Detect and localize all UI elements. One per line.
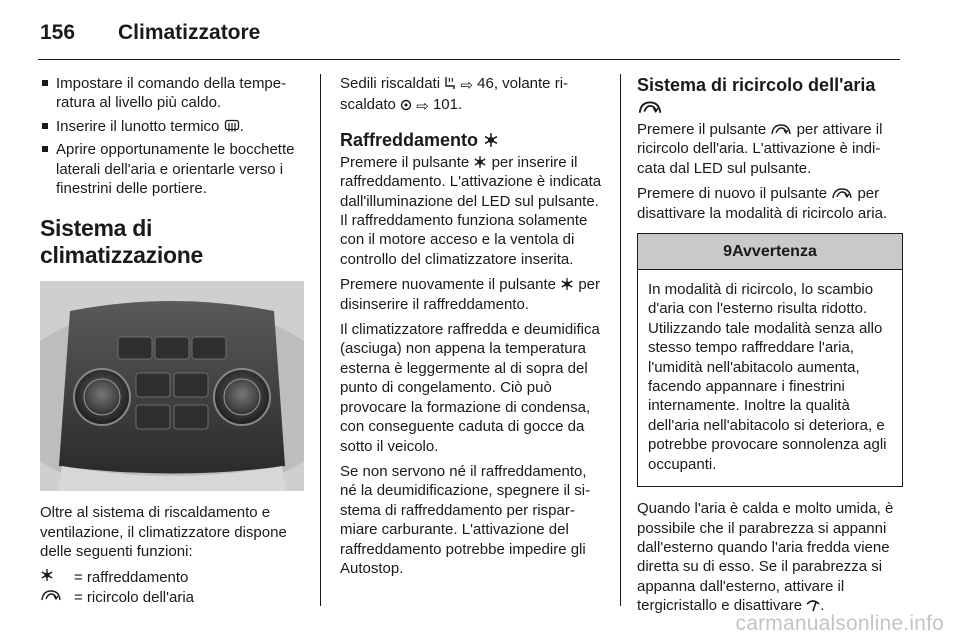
warning-box — [637, 233, 903, 487]
list-item: Impostare il comando della temperatura al livello più caldo. — [40, 74, 304, 113]
reference-arrow-icon: ⇨ — [460, 77, 473, 94]
cooling-paragraph: Premere nuovamente il pulsante per disinserire il raffreddamento. — [340, 276, 600, 313]
snowflake-icon — [40, 568, 54, 582]
reference-arrow-icon: ⇨ — [416, 98, 429, 116]
watermark: carmanualsonline.info — [735, 612, 944, 635]
snowflake-icon — [560, 277, 574, 291]
column-right — [637, 74, 903, 622]
cooling-paragraph: Il climatizzatore raffredda e deumidifica (asciuga) non appena la temperatura esterna è leggermente al di sopra del punto di congelamento. Ciò può provocare la formazione di condensa, con conseguente caduta di gocce da sotto il veicolo. — [340, 321, 600, 455]
page-number: 156 — [40, 21, 76, 44]
windscreen-wiper-icon — [806, 598, 820, 612]
cooling-paragraph: Se non servono né il raffreddamento, né la deumidificazione, spegnere il sistema di raffreddamento per risparmiare carburante. L'attivazione del raffreddamento potrebbe impedire gli Autostop. — [340, 462, 591, 577]
snowflake-icon — [483, 132, 499, 148]
recirculation-paragraph: Premere il pulsante per attivare il ricircolo dell'aria. L'attivazione è indicata dal LED sul pulsante. — [637, 121, 883, 177]
warning-text: In modalità di ricircolo, lo scambio d'aria con l'esterno risulta ridotto. Utilizzando tale modalità senza allo stesso tempo raffreddare l'aria, l'umidità nell'abitacolo aumenta, facendo appannare i finestrini internamente. Inoltre la qualità dell'aria nell'abitacolo si deteriora, e potrebbe provocare sonnolenza agli occupanti. — [648, 281, 887, 473]
recirculation-icon — [831, 186, 853, 200]
list-item: Inserire il lunotto termico . — [40, 117, 304, 136]
recirculation-paragraph: Premere di nuovo il pulsante per disattivare la modalità di ricircolo aria. — [637, 185, 888, 222]
column-middle — [340, 74, 606, 584]
cross-reference-paragraph: Sedili riscaldati ⇨ 46, volante riscaldato ⇨ 101. — [340, 75, 569, 116]
function-definitions — [40, 568, 304, 608]
cooling-paragraph: Premere il pulsante per inserire il raffreddamento. L'attivazione è indicata dall'illuminazione del LED sul pulsante. Il raffreddamento funziona solamente con il motore acceso e la ventola di controllo del climatizzatore inserita. — [340, 153, 602, 268]
defog-paragraph: Quando l'aria è calda e molto umida, è possibile che il parabrezza si appanni dall'esterno quando l'aria fredda viene diretta su di esso. Se il parabrezza si appanna dall'esterno, attivare il tergicristallo e disattivare . — [637, 500, 894, 615]
column-divider — [620, 74, 621, 606]
definition-text: = raffreddamento — [74, 568, 189, 586]
heated-seat-icon — [444, 76, 456, 90]
column-left — [40, 74, 304, 607]
functions-intro: Oltre al sistema di riscaldamento e ventilazione, il climatizzatore dispone delle seguenti funzioni: — [40, 504, 287, 561]
rear-window-heater-icon — [224, 119, 240, 133]
recirculation-heading: Sistema di ricircolo dell'aria — [637, 74, 903, 118]
heated-steering-wheel-icon — [400, 99, 412, 111]
definition-text: = ricircolo dell'aria — [74, 589, 194, 607]
recirculation-icon — [770, 122, 792, 136]
header-rule — [38, 59, 900, 60]
list-item: Aprire opportunamente le bocchette laterali dell'aria e orientarle verso i finestrini delle portiere. — [40, 140, 304, 198]
column-divider — [320, 74, 321, 606]
warning-header — [638, 234, 902, 270]
snowflake-icon — [473, 155, 487, 169]
cooling-heading: Raffreddamento — [340, 129, 606, 151]
warning-title: Avvertenza — [732, 242, 817, 260]
warning-symbol: 9 — [723, 242, 733, 260]
section-title: Sistema di climatizzazione — [40, 215, 203, 269]
climate-panel-illustration — [40, 281, 304, 491]
page-header — [38, 18, 900, 58]
recirculation-icon — [637, 99, 663, 115]
recirculation-icon — [40, 588, 62, 602]
chapter-title: Climatizzatore — [118, 21, 261, 44]
bullet-list — [40, 74, 304, 198]
climate-control-photo — [40, 281, 304, 491]
